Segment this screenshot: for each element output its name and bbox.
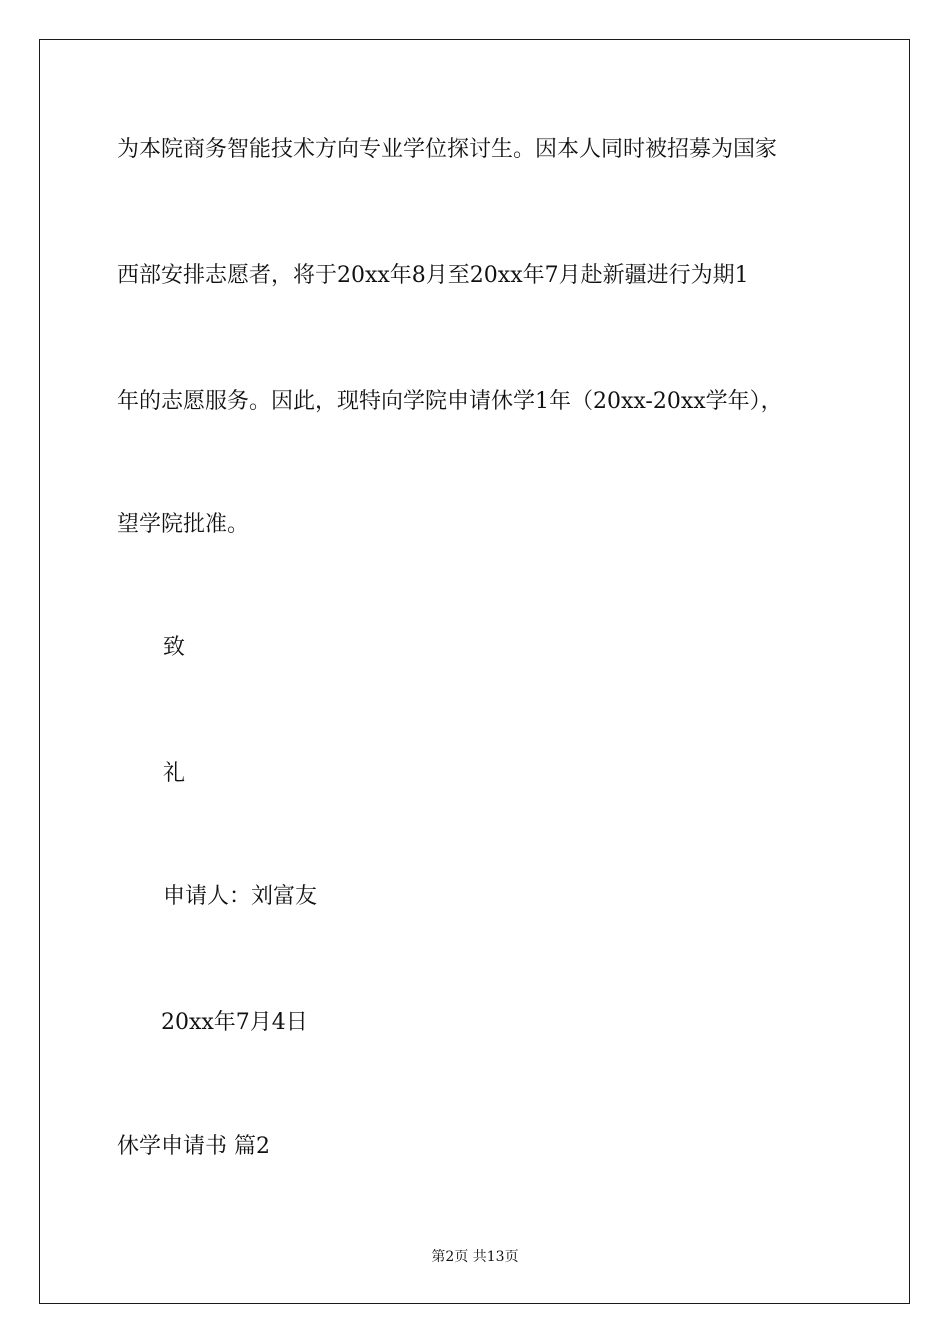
closing-zhi: 致	[163, 635, 186, 660]
body-line-3: 年的志愿服务。因此，现特向学院申请休学1年（20xx-20xx学年），	[117, 389, 783, 414]
application-date: 20xx年7月4日	[161, 1010, 308, 1035]
closing-li: 礼	[163, 761, 186, 786]
body-line-1: 为本院商务智能技术方向专业学位探讨生。因本人同时被招募为国家	[117, 137, 778, 162]
page-border	[39, 39, 910, 1304]
page-number-footer: 第2页 共13页	[431, 1249, 519, 1265]
body-line-4: 望学院批准。	[117, 512, 250, 537]
body-line-2: 西部安排志愿者，将于20xx年8月至20xx年7月赴新疆进行为期1	[117, 263, 749, 288]
section-heading: 休学申请书 篇2	[117, 1134, 270, 1159]
applicant-signature: 申请人：刘富友	[163, 884, 318, 909]
